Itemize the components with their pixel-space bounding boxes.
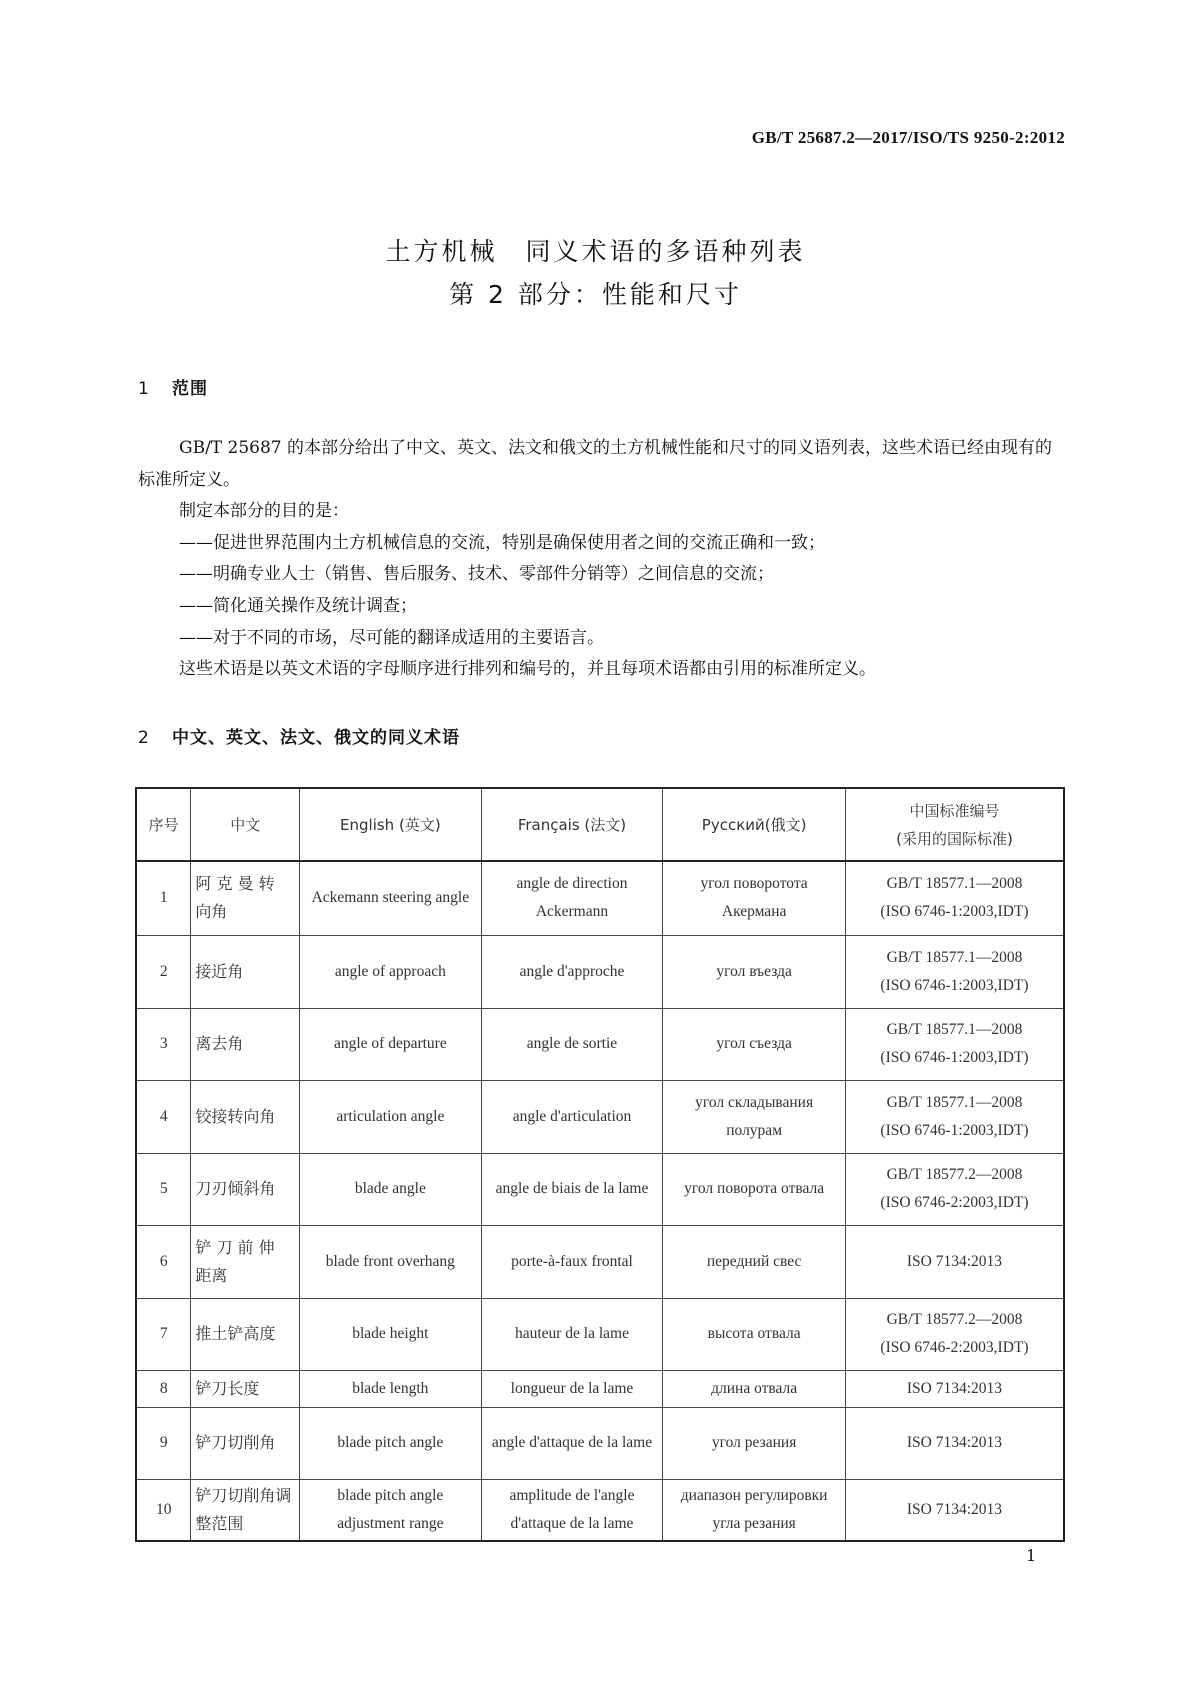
standard-number: GB/T 18577.2—2008 xyxy=(886,1311,1023,1328)
term-english: blade length xyxy=(300,1370,482,1407)
term-english: blade angle xyxy=(300,1153,482,1225)
term-english: Ackemann steering angle xyxy=(300,861,482,935)
term-french: angle d'approche xyxy=(481,935,663,1008)
term-french: angle d'articulation xyxy=(481,1080,663,1153)
section-1-heading xyxy=(138,374,208,399)
term-number: 10 xyxy=(136,1479,191,1541)
term-standard xyxy=(845,1008,1064,1080)
term-russian: угол поворотота Акермана xyxy=(663,861,846,935)
term-english: articulation angle xyxy=(300,1080,482,1153)
col-header-english: English (英文) xyxy=(300,788,482,861)
table-row xyxy=(136,935,1064,1008)
term-number: 5 xyxy=(136,1153,191,1225)
col-header-standard xyxy=(845,788,1064,861)
standard-reference: (ISO 6746-1:2003,IDT) xyxy=(880,976,1029,994)
table-row xyxy=(136,1080,1064,1153)
term-russian: высота отвала xyxy=(663,1298,846,1370)
term-english: blade pitch angle xyxy=(300,1407,482,1479)
term-chinese: 离去角 xyxy=(191,1008,300,1080)
section-2-heading xyxy=(138,723,460,748)
standard-reference: (ISO 6746-2:2003,IDT) xyxy=(880,1339,1029,1356)
term-russian: угол складывания полурам xyxy=(663,1080,846,1153)
term-french: angle de direction Ackermann xyxy=(481,861,663,935)
table-row xyxy=(136,1479,1064,1541)
term-chinese: 推土铲高度 xyxy=(191,1298,300,1370)
paragraph: 这些术语是以英文术语的字母顺序进行排列和编号的，并且每项术语都由引用的标准所定义。 xyxy=(179,659,876,680)
term-french: angle de biais de la lame xyxy=(481,1153,663,1225)
standard-number: ISO 7134:2013 xyxy=(906,1379,1003,1397)
col-header-russian: Русский(俄文) xyxy=(663,788,846,861)
table-row xyxy=(136,1407,1064,1479)
term-standard xyxy=(845,1080,1064,1153)
term-number: 3 xyxy=(136,1008,191,1080)
term-russian: угол въезда xyxy=(663,935,846,1008)
term-french: angle d'attaque de la lame xyxy=(481,1407,663,1479)
table-row xyxy=(136,1008,1064,1080)
term-standard xyxy=(845,935,1064,1008)
list-item: ——对于不同的市场，尽可能的翻译成适用的主要语言。 xyxy=(179,627,604,648)
standard-number: ISO 7134:2013 xyxy=(906,1500,1003,1518)
standard-reference: (ISO 6746-1:2003,IDT) xyxy=(880,903,1029,921)
col-header-number: 序号 xyxy=(136,788,191,861)
term-number: 8 xyxy=(136,1370,191,1407)
term-french: amplitude de l'angle d'attaque de la lame xyxy=(481,1479,663,1541)
scope-text xyxy=(138,433,1065,686)
col-header-standard-line2: (采用的国际标准) xyxy=(896,829,1013,848)
document-title: 土方机械 同义术语的多语种列表 xyxy=(385,237,806,266)
term-standard xyxy=(845,1479,1064,1541)
term-number: 4 xyxy=(136,1080,191,1153)
col-header-french: Français (法文) xyxy=(481,788,663,861)
term-standard xyxy=(845,1407,1064,1479)
table-header-row xyxy=(136,788,1064,861)
term-chinese: 铲 刀 前 伸 距离 xyxy=(191,1225,300,1298)
term-standard xyxy=(845,1298,1064,1370)
document-subtitle: 第 2 部分：性能和尺寸 xyxy=(449,280,742,309)
term-russian: угол резания xyxy=(663,1407,846,1479)
term-russian: передний свес xyxy=(663,1225,846,1298)
term-number: 6 xyxy=(136,1225,191,1298)
term-chinese: 铲刀切削角 xyxy=(191,1407,300,1479)
term-standard xyxy=(845,1153,1064,1225)
table-row xyxy=(136,1153,1064,1225)
term-standard xyxy=(845,861,1064,935)
standard-number-header: GB/T 25687.2—2017/ISO/TS 9250-2:2012 xyxy=(751,128,1065,147)
term-standard xyxy=(845,1370,1064,1407)
standard-number: GB/T 18577.1—2008 xyxy=(886,875,1023,893)
term-russian: угол съезда xyxy=(663,1008,846,1080)
term-chinese: 阿 克 曼 转 向角 xyxy=(191,861,300,935)
term-russian: диапазон регулировки угла резания xyxy=(663,1479,846,1541)
list-item: ——促进世界范围内土方机械信息的交流，特别是确保使用者之间的交流正确和一致； xyxy=(179,532,825,553)
standard-reference: (ISO 6746-2:2003,IDT) xyxy=(880,1194,1029,1211)
paragraph: GB/T 25687 的本部分给出了中文、英文、法文和俄文的土方机械性能和尺寸的同义语列表，这些术语已经由现有的标准所定义。 xyxy=(138,438,1053,490)
term-chinese: 铲刀长度 xyxy=(191,1370,300,1407)
table-row xyxy=(136,1298,1064,1370)
term-english: angle of departure xyxy=(300,1008,482,1080)
term-russian: длина отвала xyxy=(663,1370,846,1407)
standard-number: ISO 7134:2013 xyxy=(906,1434,1003,1451)
section-number: 2 xyxy=(138,728,150,748)
term-number: 1 xyxy=(136,861,191,935)
term-french: hauteur de la lame xyxy=(481,1298,663,1370)
standard-number: ISO 7134:2013 xyxy=(906,1252,1003,1270)
table-row xyxy=(136,1225,1064,1298)
terms-table xyxy=(135,787,1065,1542)
col-header-chinese: 中文 xyxy=(191,788,300,861)
standard-number: GB/T 18577.1—2008 xyxy=(886,1021,1023,1038)
section-title: 中文、英文、法文、俄文的同义术语 xyxy=(172,728,460,748)
col-header-standard-line1: 中国标准编号 xyxy=(909,801,1000,820)
term-chinese: 铲刀切削角调整范围 xyxy=(191,1479,300,1541)
term-number: 7 xyxy=(136,1298,191,1370)
table-row xyxy=(136,1370,1064,1407)
term-english: blade height xyxy=(300,1298,482,1370)
table-row xyxy=(136,861,1064,935)
page-number: 1 xyxy=(1026,1546,1037,1565)
term-russian: угол поворота отвала xyxy=(663,1153,846,1225)
standard-number: GB/T 18577.2—2008 xyxy=(886,1166,1023,1183)
standard-number: GB/T 18577.1—2008 xyxy=(886,948,1023,966)
term-french: longueur de la lame xyxy=(481,1370,663,1407)
term-english: blade pitch angle adjustment range xyxy=(300,1479,482,1541)
paragraph: 制定本部分的目的是： xyxy=(179,501,349,522)
standard-reference: (ISO 6746-1:2003,IDT) xyxy=(880,1121,1029,1139)
term-french: angle de sortie xyxy=(481,1008,663,1080)
term-english: angle of approach xyxy=(300,935,482,1008)
term-chinese: 接近角 xyxy=(191,935,300,1008)
section-number: 1 xyxy=(138,379,150,399)
list-item: ——明确专业人士（销售、售后服务、技术、零部件分销等）之间信息的交流； xyxy=(179,564,774,585)
term-standard xyxy=(845,1225,1064,1298)
standard-reference: (ISO 6746-1:2003,IDT) xyxy=(880,1049,1029,1066)
list-item: ——简化通关操作及统计调查； xyxy=(179,595,417,616)
term-chinese: 铰接转向角 xyxy=(191,1080,300,1153)
term-french: porte-à-faux frontal xyxy=(481,1225,663,1298)
standard-number: GB/T 18577.1—2008 xyxy=(886,1093,1023,1111)
term-number: 9 xyxy=(136,1407,191,1479)
section-title: 范围 xyxy=(172,379,208,399)
term-english: blade front overhang xyxy=(300,1225,482,1298)
term-chinese: 刀刃倾斜角 xyxy=(191,1153,300,1225)
term-number: 2 xyxy=(136,935,191,1008)
